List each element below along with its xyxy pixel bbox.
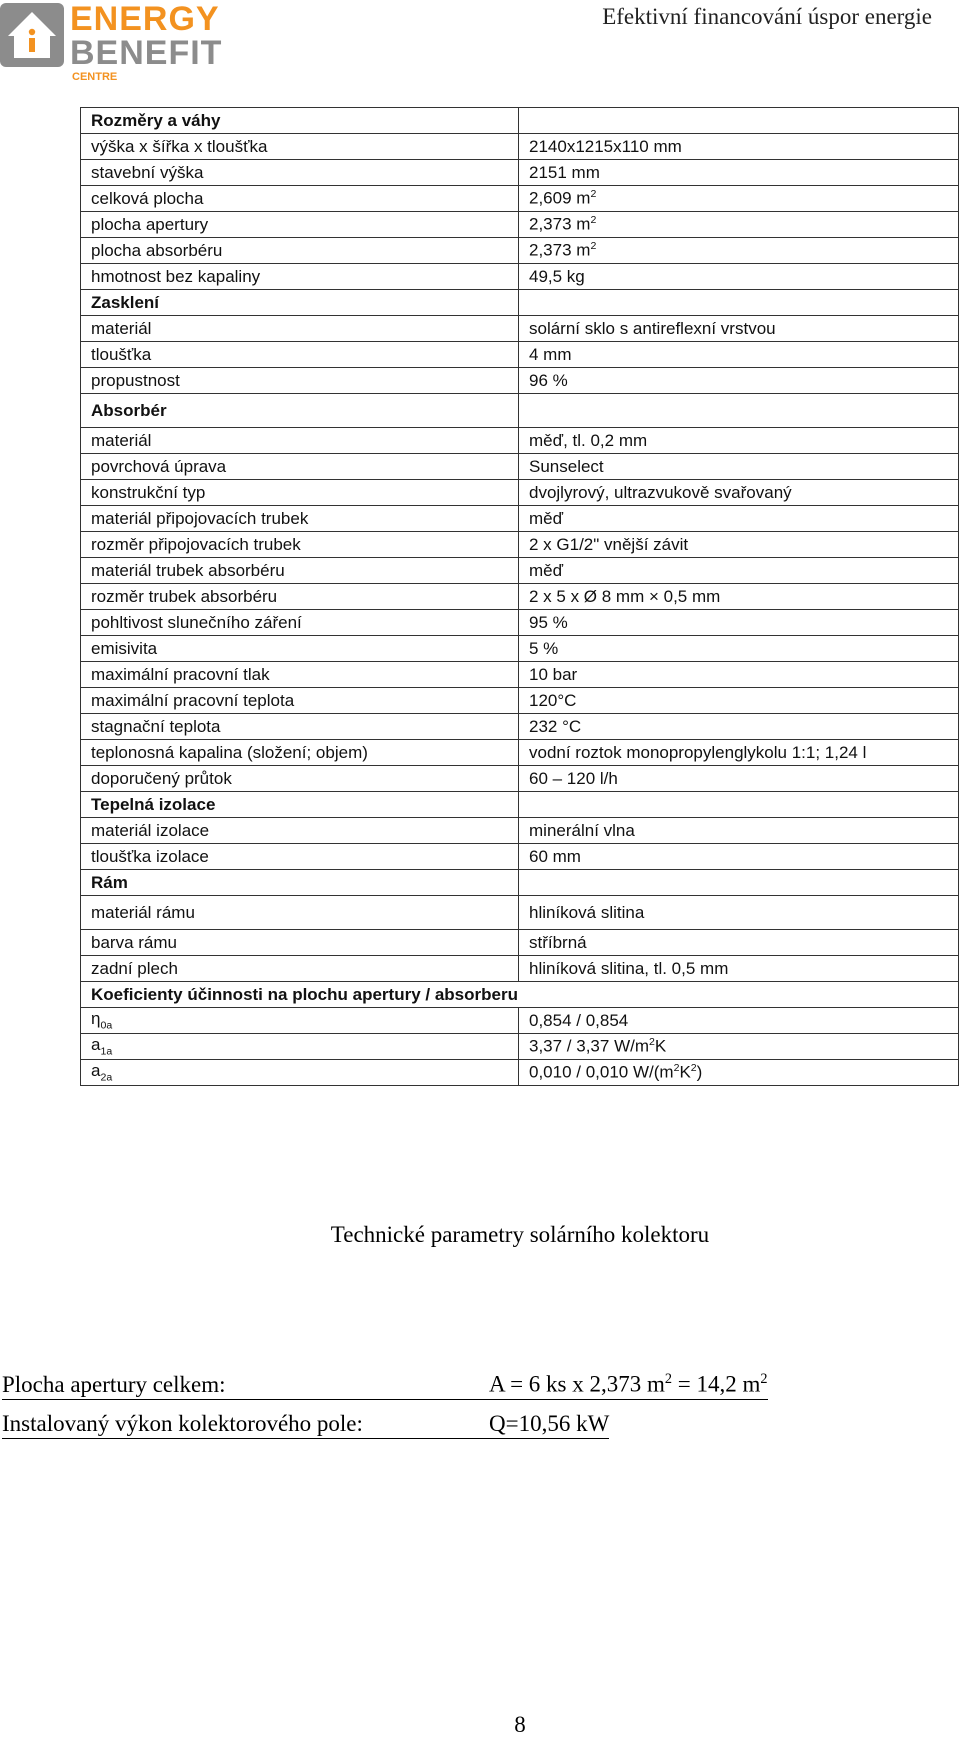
- section-heading: Zasklení: [81, 290, 519, 316]
- logo-line-centre: CENTRE: [72, 71, 118, 83]
- parameter-value: Sunselect: [519, 454, 959, 480]
- parameter-value: [519, 792, 959, 818]
- table-row: [81, 956, 959, 982]
- page-number: 8: [514, 1712, 526, 1737]
- table-row: [81, 1008, 959, 1034]
- table-section-row: [81, 290, 959, 316]
- parameter-label: maximální pracovní teplota: [81, 688, 519, 714]
- table-row: [81, 368, 959, 394]
- parameter-value: [519, 870, 959, 896]
- parameter-label: $\eta_{0a}$: [81, 1008, 519, 1034]
- table-row: [81, 584, 959, 610]
- parameter-value: hliníková slitina: [519, 896, 959, 930]
- power-label: Instalovaný výkon kolektorového pole:: [2, 1410, 489, 1439]
- parameter-value: 2140x1215x110 mm: [519, 134, 959, 160]
- parameter-label: $a_{1a}$: [81, 1034, 519, 1060]
- table-row: [81, 1060, 959, 1086]
- parameter-value: 5 %: [519, 636, 959, 662]
- table-row: [81, 212, 959, 238]
- logo-line-energy: ENERGY: [70, 0, 220, 38]
- parameter-value: [519, 394, 959, 428]
- section-heading: Absorbér: [81, 394, 519, 428]
- power-summary-row: [2, 1410, 609, 1439]
- parameter-value: minerální vlna: [519, 818, 959, 844]
- parameter-label: materiál trubek absorbéru: [81, 558, 519, 584]
- parameter-label: tloušťka: [81, 342, 519, 368]
- energy-benefit-centre-logo: [0, 0, 262, 84]
- parameter-label: teplonosná kapalina (složení; objem): [81, 740, 519, 766]
- parameter-value: 2,373 $m^2$: [519, 212, 959, 238]
- parameter-label: rozměr trubek absorbéru: [81, 584, 519, 610]
- power-value: Q=10,56 kW: [489, 1410, 609, 1439]
- table-row: [81, 896, 959, 930]
- parameter-label: výška x šířka x tloušťka: [81, 134, 519, 160]
- section-heading: Tepelná izolace: [81, 792, 519, 818]
- table-row: [81, 818, 959, 844]
- parameter-value: měď: [519, 558, 959, 584]
- table-row: [81, 662, 959, 688]
- table-row: [81, 134, 959, 160]
- parameter-value: vodní roztok monopropylenglykolu 1:1; 1,24 l: [519, 740, 959, 766]
- table-row: [81, 264, 959, 290]
- table-row: [81, 506, 959, 532]
- parameter-value: 0,854 / 0,854: [519, 1008, 959, 1034]
- parameter-label: materiál izolace: [81, 818, 519, 844]
- parameter-label: konstrukční typ: [81, 480, 519, 506]
- parameter-label: materiál připojovacích trubek: [81, 506, 519, 532]
- parameter-value: solární sklo s antireflexní vrstvou: [519, 316, 959, 342]
- parameter-value: 3,37 / 3,37 $W/m^2K$: [519, 1034, 959, 1060]
- parameter-label: celková plocha: [81, 186, 519, 212]
- parameter-label: pohltivost slunečního záření: [81, 610, 519, 636]
- table-section-row: [81, 394, 959, 428]
- table-section-row: [81, 792, 959, 818]
- parameter-label: emisivita: [81, 636, 519, 662]
- parameter-value: 60 mm: [519, 844, 959, 870]
- parameter-value: 2151 mm: [519, 160, 959, 186]
- parameter-value: 4 mm: [519, 342, 959, 368]
- parameter-value: hliníková slitina, tl. 0,5 mm: [519, 956, 959, 982]
- parameter-label: stagnační teplota: [81, 714, 519, 740]
- parameter-value: [519, 108, 959, 134]
- parameter-value: 96 %: [519, 368, 959, 394]
- table-row: [81, 454, 959, 480]
- parameter-value: 0,010 / 0,010 $W/(m^2K^2)$: [519, 1060, 959, 1086]
- table-caption: Technické parametry solárního kolektoru: [330, 1222, 710, 1247]
- parameter-value: 49,5 kg: [519, 264, 959, 290]
- parameter-value: 2 x 5 x Ø 8 mm × 0,5 mm: [519, 584, 959, 610]
- parameter-value: měď, tl. 0,2 mm: [519, 428, 959, 454]
- parameter-value: stříbrná: [519, 930, 959, 956]
- parameter-label: maximální pracovní tlak: [81, 662, 519, 688]
- parameter-label: hmotnost bez kapaliny: [81, 264, 519, 290]
- section-heading: Koeficienty účinnosti na plochu apertury / absorberu: [81, 982, 959, 1008]
- section-heading: Rám: [81, 870, 519, 896]
- parameter-label: materiál: [81, 316, 519, 342]
- table-row: [81, 480, 959, 506]
- table-row: [81, 930, 959, 956]
- parameter-value: 2,609 $m^2$: [519, 186, 959, 212]
- table-row: [81, 238, 959, 264]
- parameter-value: 232 °C: [519, 714, 959, 740]
- parameter-label: povrchová úprava: [81, 454, 519, 480]
- table-row: [81, 428, 959, 454]
- parameter-label: plocha apertury: [81, 212, 519, 238]
- parameter-label: stavební výška: [81, 160, 519, 186]
- parameter-label: materiál: [81, 428, 519, 454]
- parameter-value: dvojlyrový, ultrazvukově svařovaný: [519, 480, 959, 506]
- parameter-value: 2 x G1/2" vnější závit: [519, 532, 959, 558]
- table-row: [81, 844, 959, 870]
- parameter-value: 10 bar: [519, 662, 959, 688]
- parameter-value: 95 %: [519, 610, 959, 636]
- table-row: [81, 688, 959, 714]
- table-row: [81, 342, 959, 368]
- parameter-value: [519, 290, 959, 316]
- logo-line-benefit: BENEFIT: [70, 34, 223, 72]
- parameter-label: barva rámu: [81, 930, 519, 956]
- table-row: [81, 532, 959, 558]
- aperture-summary-row: [2, 1365, 768, 1400]
- parameter-label: tloušťka izolace: [81, 844, 519, 870]
- table-row: [81, 316, 959, 342]
- table-row: [81, 636, 959, 662]
- header-title: Efektivní financování úspor energie: [602, 4, 932, 29]
- table-row: [81, 160, 959, 186]
- technical-parameters-table: [80, 107, 959, 1086]
- parameter-value: 2,373 $m^2$: [519, 238, 959, 264]
- table-section-row: [81, 870, 959, 896]
- table-row: [81, 714, 959, 740]
- parameter-label: materiál rámu: [81, 896, 519, 930]
- table-row: [81, 740, 959, 766]
- parameter-value: 120°C: [519, 688, 959, 714]
- table-row: [81, 1034, 959, 1060]
- table-row: [81, 610, 959, 636]
- parameter-label: doporučený průtok: [81, 766, 519, 792]
- parameter-label: $a_{2a}$: [81, 1060, 519, 1086]
- parameter-value: 60 – 120 l/h: [519, 766, 959, 792]
- section-heading: Rozměry a váhy: [81, 108, 519, 134]
- table-row: [81, 558, 959, 584]
- table-row: [81, 766, 959, 792]
- parameter-value: měď: [519, 506, 959, 532]
- parameter-label: propustnost: [81, 368, 519, 394]
- parameter-label: zadní plech: [81, 956, 519, 982]
- parameter-label: plocha absorbéru: [81, 238, 519, 264]
- table-row: [81, 186, 959, 212]
- house-info-icon: [0, 3, 64, 67]
- table-section-row: [81, 982, 959, 1008]
- aperture-label: Plocha apertury celkem:: [2, 1371, 489, 1400]
- aperture-value: A = 6 ks x 2,373 $m^2 = 14,2$ $m^2$: [489, 1365, 768, 1400]
- table-body: [81, 108, 959, 1086]
- table-section-row: [81, 108, 959, 134]
- parameter-label: rozměr připojovacích trubek: [81, 532, 519, 558]
